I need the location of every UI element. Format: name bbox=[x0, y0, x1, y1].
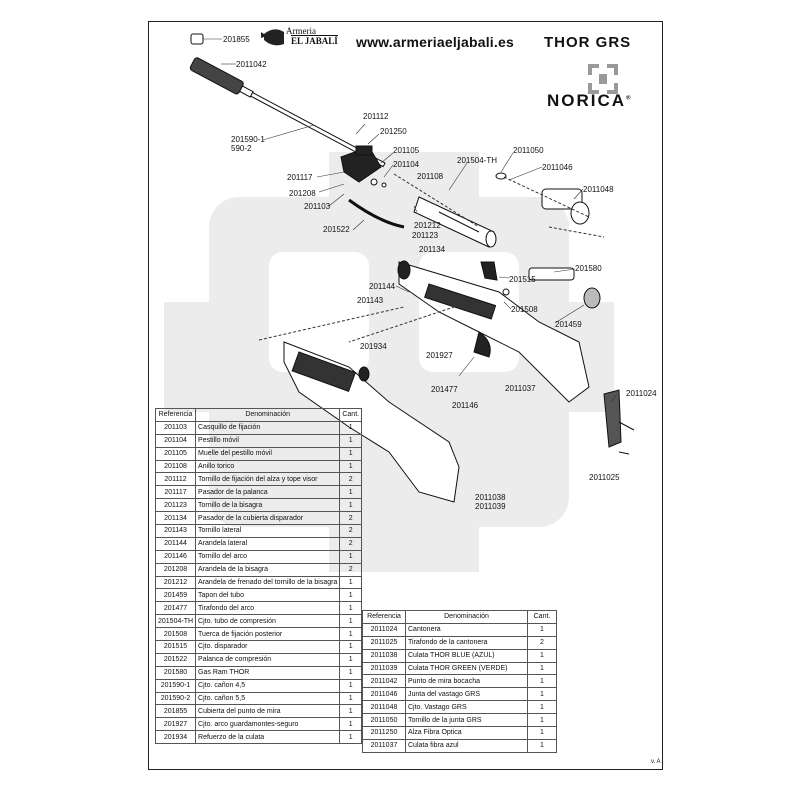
callout-201212: 201212 bbox=[414, 221, 441, 230]
cell-reference: 2011050 bbox=[363, 714, 406, 727]
cell-quantity: 1 bbox=[340, 486, 362, 499]
cell-reference: 2011042 bbox=[363, 675, 406, 688]
col-reference: Referencia bbox=[156, 409, 196, 422]
table-header-row bbox=[156, 409, 362, 422]
cell-quantity: 1 bbox=[340, 460, 362, 473]
callout-201208: 201208 bbox=[289, 189, 316, 198]
table-row bbox=[363, 623, 557, 636]
cell-reference: 2011024 bbox=[363, 623, 406, 636]
cell-quantity: 1 bbox=[340, 447, 362, 460]
cell-reference: 201927 bbox=[156, 718, 196, 731]
callout-2011050: 2011050 bbox=[513, 146, 544, 155]
cell-description: Cjto. tubo de compresión bbox=[196, 615, 340, 628]
table-row bbox=[156, 705, 362, 718]
cell-description: Tornillo del arco bbox=[196, 550, 340, 563]
table-row bbox=[156, 615, 362, 628]
exploded-view-sheet bbox=[148, 21, 663, 770]
cell-reference: 201855 bbox=[156, 705, 196, 718]
cell-quantity: 1 bbox=[528, 714, 557, 727]
cell-description: Pasador de la cubierta disparador bbox=[196, 512, 340, 525]
table-row bbox=[156, 447, 362, 460]
cell-quantity: 1 bbox=[528, 688, 557, 701]
cell-quantity: 1 bbox=[340, 692, 362, 705]
cell-reference: 201590-1 bbox=[156, 679, 196, 692]
cell-reference: 201508 bbox=[156, 628, 196, 641]
table-row bbox=[156, 537, 362, 550]
table-row bbox=[156, 525, 362, 538]
cell-reference: 2011048 bbox=[363, 701, 406, 714]
cell-reference: 201515 bbox=[156, 641, 196, 654]
parts-table-secondary bbox=[362, 610, 557, 753]
cell-quantity: 1 bbox=[340, 718, 362, 731]
callout-201117: 201117 bbox=[287, 173, 313, 182]
cell-description: Palanca de compresión bbox=[196, 653, 340, 666]
table-header-row bbox=[363, 611, 557, 624]
callout-201855: 201855 bbox=[223, 35, 250, 44]
cell-description: Cantonera bbox=[406, 623, 528, 636]
cell-quantity: 1 bbox=[528, 662, 557, 675]
cell-reference: 201104 bbox=[156, 434, 196, 447]
callout-201103: 201103 bbox=[304, 202, 331, 211]
table-row bbox=[363, 649, 557, 662]
cell-quantity: 1 bbox=[528, 727, 557, 740]
cell-reference: 201504-TH bbox=[156, 615, 196, 628]
cell-reference: 201143 bbox=[156, 525, 196, 538]
col-quantity: Cant. bbox=[528, 611, 557, 624]
cell-description: Alza Fibra Optica bbox=[406, 727, 528, 740]
dealer-logo-bottom: EL JABALÍ bbox=[291, 36, 338, 46]
table-row bbox=[156, 499, 362, 512]
cell-quantity: 1 bbox=[528, 675, 557, 688]
cell-reference: 201112 bbox=[156, 473, 196, 486]
table-row bbox=[363, 701, 557, 714]
callout-590-2: 590-2 bbox=[231, 144, 252, 153]
callout-201146: 201146 bbox=[452, 401, 479, 410]
cell-quantity: 1 bbox=[340, 666, 362, 679]
cell-description: Pasador de la palanca bbox=[196, 486, 340, 499]
callout-201105: 201105 bbox=[393, 146, 420, 155]
cell-description: Punto de mira bocacha bbox=[406, 675, 528, 688]
table-row bbox=[363, 636, 557, 649]
cell-description: Culata fibra azul bbox=[406, 739, 528, 752]
cell-quantity: 1 bbox=[340, 589, 362, 602]
table-row bbox=[156, 666, 362, 679]
table-row bbox=[156, 550, 362, 563]
cell-description: Tornillo de la junta GRS bbox=[406, 714, 528, 727]
cell-quantity: 1 bbox=[340, 499, 362, 512]
cell-reference: 2011039 bbox=[363, 662, 406, 675]
cell-description: Arandela de frenado del tornillo de la bisagra bbox=[196, 576, 340, 589]
cell-reference: 201459 bbox=[156, 589, 196, 602]
parts-table-main bbox=[155, 408, 362, 744]
cell-quantity: 1 bbox=[340, 615, 362, 628]
table-row bbox=[363, 688, 557, 701]
cell-quantity: 1 bbox=[340, 731, 362, 744]
cell-description: Refuerzo de la culata bbox=[196, 731, 340, 744]
callout-201123: 201123 bbox=[412, 231, 439, 240]
buttplate bbox=[604, 390, 634, 454]
cell-description: Cjto. disparador bbox=[196, 641, 340, 654]
table-row bbox=[156, 576, 362, 589]
cell-description: Tornillo lateral bbox=[196, 525, 340, 538]
cell-description: Junta del vastago GRS bbox=[406, 688, 528, 701]
callout-201477: 201477 bbox=[431, 385, 458, 394]
cell-reference: 201934 bbox=[156, 731, 196, 744]
cell-quantity: 2 bbox=[340, 512, 362, 525]
table-row bbox=[156, 589, 362, 602]
cell-description: Arandela lateral bbox=[196, 537, 340, 550]
callout-2011039: 2011039 bbox=[475, 502, 506, 511]
table-row bbox=[156, 628, 362, 641]
callout-2011038: 2011038 bbox=[475, 493, 506, 502]
callout-201934: 201934 bbox=[360, 342, 387, 351]
cell-quantity: 1 bbox=[340, 550, 362, 563]
cell-quantity: 2 bbox=[528, 636, 557, 649]
cell-description: Tirafondo de la cantonera bbox=[406, 636, 528, 649]
table-row bbox=[156, 473, 362, 486]
table-row bbox=[156, 602, 362, 615]
callout-201104: 201104 bbox=[393, 160, 420, 169]
cell-quantity: 2 bbox=[340, 563, 362, 576]
callout-2011024: 2011024 bbox=[626, 389, 657, 398]
cell-quantity: 1 bbox=[340, 641, 362, 654]
callout-201508: 201508 bbox=[511, 305, 538, 314]
cell-reference: 201144 bbox=[156, 537, 196, 550]
table-row bbox=[156, 512, 362, 525]
cell-description: Culata THOR BLUE (AZUL) bbox=[406, 649, 528, 662]
col-description: Denominación bbox=[196, 409, 340, 422]
cell-description: Tapon del tubo bbox=[196, 589, 340, 602]
cell-quantity: 2 bbox=[340, 537, 362, 550]
cell-description: Cjto. arco guardamontes-seguro bbox=[196, 718, 340, 731]
table-row bbox=[156, 731, 362, 744]
cell-reference: 201522 bbox=[156, 653, 196, 666]
callout-2011042: 2011042 bbox=[236, 60, 267, 69]
cell-description: Anillo torico bbox=[196, 460, 340, 473]
cell-reference: 2011250 bbox=[363, 727, 406, 740]
cell-reference: 2011046 bbox=[363, 688, 406, 701]
cell-description: Gas Ram THOR bbox=[196, 666, 340, 679]
cell-reference: 2011025 bbox=[363, 636, 406, 649]
callout-201134: 201134 bbox=[419, 245, 446, 254]
col-reference: Referencia bbox=[363, 611, 406, 624]
cell-reference: 201146 bbox=[156, 550, 196, 563]
cell-quantity: 1 bbox=[528, 739, 557, 752]
cell-reference: 2011037 bbox=[363, 739, 406, 752]
table-row bbox=[156, 563, 362, 576]
cell-quantity: 1 bbox=[528, 701, 557, 714]
table-row bbox=[363, 714, 557, 727]
callout-2011037: 2011037 bbox=[505, 384, 536, 393]
table-row bbox=[363, 662, 557, 675]
cell-quantity: 1 bbox=[340, 705, 362, 718]
cell-quantity: 1 bbox=[340, 576, 362, 589]
callout-201112: 201112 bbox=[363, 112, 389, 121]
cell-reference: 2011038 bbox=[363, 649, 406, 662]
cell-description: Tuerca de fijación posterior bbox=[196, 628, 340, 641]
table-row bbox=[156, 486, 362, 499]
cell-description: Tornillo de fijación del alza y tope visor bbox=[196, 473, 340, 486]
callout-201144: 201144 bbox=[369, 282, 396, 291]
callout-201250: 201250 bbox=[380, 127, 407, 136]
brand-name: NORICA® bbox=[547, 91, 633, 110]
cell-description: Cjto. cañon 4,5 bbox=[196, 679, 340, 692]
cell-description: Arandela de la bisagra bbox=[196, 563, 340, 576]
cell-description: Cubierta del punto de mira bbox=[196, 705, 340, 718]
cell-description: Casquillo de fijación bbox=[196, 421, 340, 434]
callout-201108: 201108 bbox=[417, 172, 444, 181]
callout-201459: 201459 bbox=[555, 320, 582, 329]
model-title: THOR GRS bbox=[544, 34, 632, 51]
callout-201590-1: 201590-1 bbox=[231, 135, 265, 144]
callout-2011046: 2011046 bbox=[542, 163, 573, 172]
cell-reference: 201105 bbox=[156, 447, 196, 460]
callout-201580: 201580 bbox=[575, 264, 602, 273]
boar-logo bbox=[261, 29, 284, 45]
cell-quantity: 1 bbox=[340, 679, 362, 692]
cell-description: Cjto. cañon 5,5 bbox=[196, 692, 340, 705]
cell-reference: 201103 bbox=[156, 421, 196, 434]
cell-reference: 201212 bbox=[156, 576, 196, 589]
callout-2011048: 2011048 bbox=[583, 185, 614, 194]
cell-reference: 201580 bbox=[156, 666, 196, 679]
cell-quantity: 1 bbox=[340, 602, 362, 615]
table-row bbox=[156, 692, 362, 705]
cell-description: Pestillo móvil bbox=[196, 434, 340, 447]
cell-description: Tornillo de la bisagra bbox=[196, 499, 340, 512]
version-label: v. A bbox=[651, 759, 661, 765]
cell-reference: 201208 bbox=[156, 563, 196, 576]
cell-description: Culata THOR GREEN (VERDE) bbox=[406, 662, 528, 675]
cell-reference: 201108 bbox=[156, 460, 196, 473]
cell-quantity: 1 bbox=[340, 653, 362, 666]
table-row bbox=[156, 460, 362, 473]
cell-quantity: 2 bbox=[340, 473, 362, 486]
col-quantity: Cant. bbox=[340, 409, 362, 422]
callout-201504-TH: 201504-TH bbox=[457, 156, 498, 165]
table-row bbox=[156, 641, 362, 654]
callout-201515: 201515 bbox=[509, 275, 536, 284]
callout-2011025: 2011025 bbox=[589, 473, 620, 482]
callout-201927: 201927 bbox=[426, 351, 453, 360]
cell-quantity: 1 bbox=[528, 649, 557, 662]
cell-reference: 201590-2 bbox=[156, 692, 196, 705]
callout-201522: 201522 bbox=[323, 225, 350, 234]
col-description: Denominación bbox=[406, 611, 528, 624]
cell-description: Cjto. Vastago GRS bbox=[406, 701, 528, 714]
cell-description: Tirafondo del arco bbox=[196, 602, 340, 615]
cell-quantity: 1 bbox=[340, 434, 362, 447]
table-row bbox=[156, 718, 362, 731]
table-row bbox=[156, 434, 362, 447]
table-row bbox=[363, 739, 557, 752]
cell-reference: 201117 bbox=[156, 486, 196, 499]
cell-description: Muelle del pestillo móvil bbox=[196, 447, 340, 460]
cell-quantity: 2 bbox=[340, 525, 362, 538]
cell-reference: 201134 bbox=[156, 512, 196, 525]
callout-201143: 201143 bbox=[357, 296, 384, 305]
cell-reference: 201123 bbox=[156, 499, 196, 512]
table-row bbox=[156, 653, 362, 666]
table-row bbox=[156, 421, 362, 434]
table-row bbox=[363, 727, 557, 740]
website-url[interactable]: www.armeriaeljabali.es bbox=[356, 34, 514, 50]
cell-reference: 201477 bbox=[156, 602, 196, 615]
cell-quantity: 1 bbox=[528, 623, 557, 636]
dealer-logo-top: Armeria bbox=[286, 26, 316, 36]
table-row bbox=[156, 679, 362, 692]
cell-quantity: 1 bbox=[340, 628, 362, 641]
cell-quantity: 1 bbox=[340, 421, 362, 434]
table-row bbox=[363, 675, 557, 688]
